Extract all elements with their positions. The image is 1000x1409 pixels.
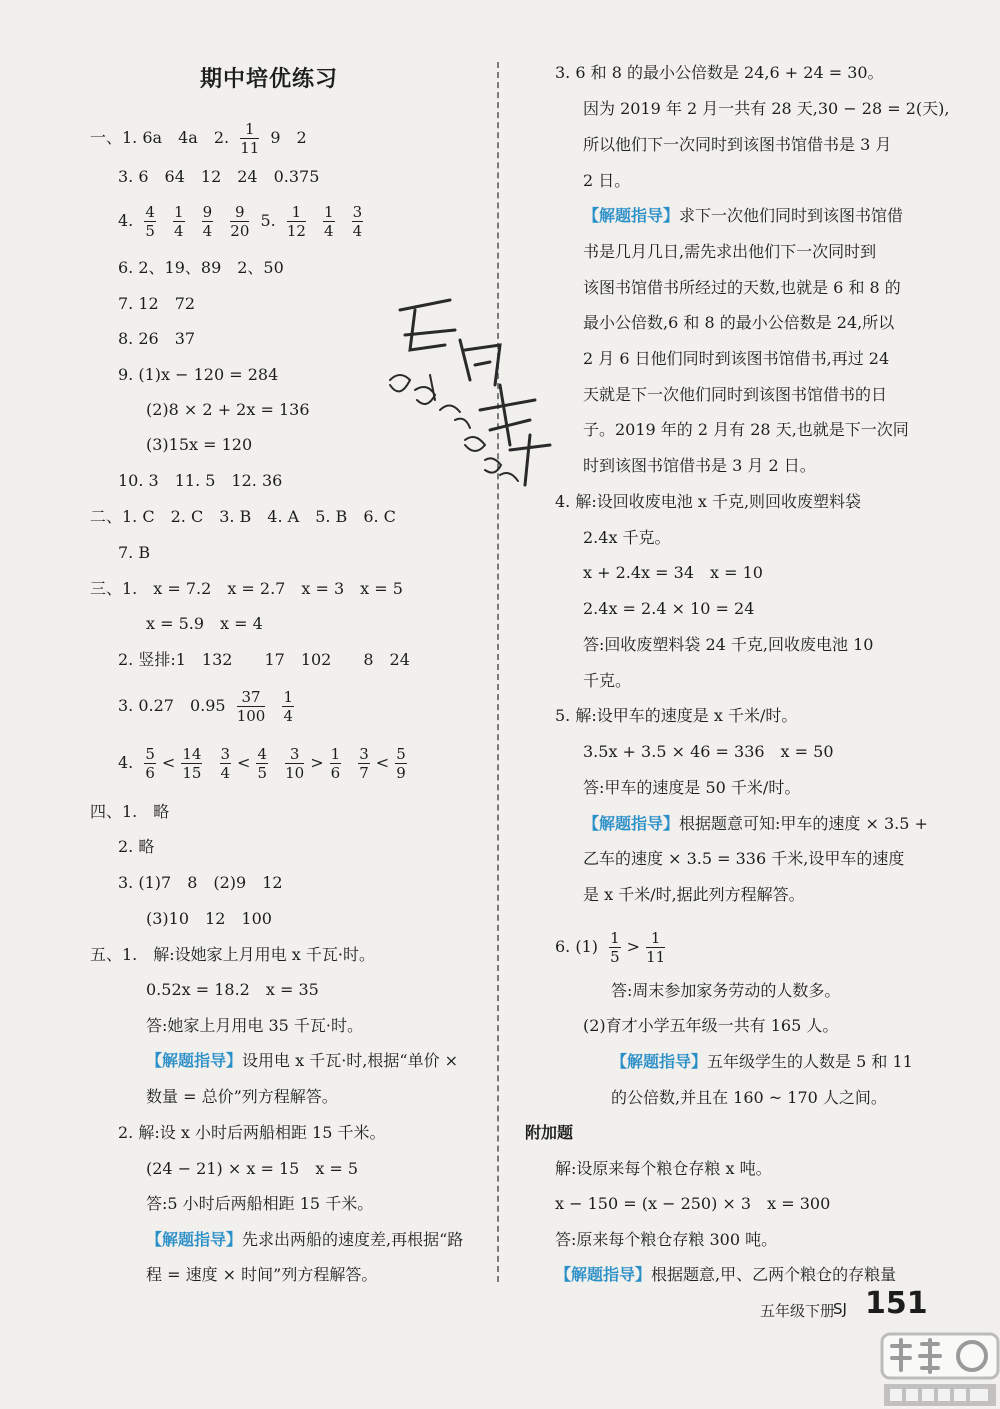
hint-mark: 【解题指导】 (611, 1052, 708, 1071)
section-heading: 附加题 (525, 1123, 574, 1142)
answer-line: 四、1. 略 (90, 802, 170, 821)
answer-line: 3. 6 64 12 24 0.375 (118, 167, 320, 186)
answer-line: 3. (1)7 8 (2)9 12 (118, 873, 283, 892)
hint-mark: 【解题指导】 (555, 1265, 652, 1284)
hint-line: 【解题指导】根据题意可知:甲车的速度 × 3.5 + (583, 814, 928, 833)
answer-line: 答:她家上月用电 35 千瓦·时。 (146, 1016, 364, 1035)
answer-line: 3. 6 和 8 的最小公倍数是 24,6 + 24 = 30。 (555, 63, 884, 82)
handwritten-watermark (360, 270, 560, 500)
answer-line: 2.4x = 2.4 × 10 = 24 (583, 599, 755, 618)
answer-line: 天就是下一次他们同时到该图书馆借书的日 (583, 385, 888, 404)
answer-line: 9. (1)x − 120 = 284 (118, 365, 279, 384)
answer-line: 是 x 千米/时,据此列方程解答。 (583, 885, 805, 904)
answer-line: 2 日。 (583, 171, 631, 190)
answer-line: 一、1. 6a 4a 2. $\frac{1}{11}$ 9 2 (90, 120, 307, 157)
answer-line: x + 2.4x = 34 x = 10 (583, 563, 763, 582)
answer-line: 书是几月几日,需先求出他们下一次同时到 (583, 242, 877, 261)
answer-line: 三、1. x = 7.2 x = 2.7 x = 3 x = 5 (90, 579, 403, 598)
answer-line: 答:甲车的速度是 50 千米/时。 (583, 778, 801, 797)
hint-mark: 【解题指导】 (583, 814, 680, 833)
answer-line: 2 月 6 日他们同时到该图书馆借书,再过 24 (583, 349, 890, 368)
answer-line: 答:周末参加家务劳动的人数多。 (611, 981, 841, 1000)
answer-line: 6. 2、19、89 2、50 (118, 258, 284, 277)
hint-line: 【解题指导】先求出两船的速度差,再根据“路 (146, 1230, 464, 1249)
answer-line: x = 5.9 x = 4 (146, 614, 263, 633)
answer-line: (2)8 × 2 + 2x = 136 (146, 400, 310, 419)
answer-line: 4. $\frac{4}{5}$ $\frac{1}{4}$ $\frac{9}{4}$ $\frac{9}{20}$ 5. $\frac{1}{12}$ $\frac{1}{4}$ $\frac{3}{4}$ (118, 203, 363, 240)
hint-mark: 【解题指导】 (146, 1051, 243, 1070)
answer-line: 的公倍数,并且在 160 ~ 170 人之间。 (611, 1088, 887, 1107)
answer-line: 2. 解:设 x 小时后两船相距 15 千米。 (118, 1123, 386, 1142)
hint-mark: 【解题指导】 (146, 1230, 243, 1249)
hint-line: 【解题指导】设用电 x 千瓦·时,根据“单价 × (146, 1051, 459, 1070)
answer-line: 5. 解:设甲车的速度是 x 千米/时。 (555, 706, 798, 725)
answer-line: 0.52x = 18.2 x = 35 (146, 980, 319, 999)
answer-line: 程 = 速度 × 时间”列方程解答。 (146, 1265, 378, 1284)
answer-line: 时到该图书馆借书是 3 月 2 日。 (583, 456, 816, 475)
answer-line: 五、1. 解:设她家上月用电 x 千瓦·时。 (90, 945, 375, 964)
answer-line: 4. $\frac{5}{6}$ < $\frac{14}{15}$ $\frac{3}{4}$ < $\frac{4}{5}$ $\frac{3}{10}$ > $\frac{1}{6}$ $\frac{3}{7}$ < $\frac{5}{9}$ (118, 745, 406, 782)
answer-line: (24 − 21) × x = 15 x = 5 (146, 1159, 359, 1178)
answer-line: 2. 略 (118, 837, 155, 856)
answer-line: 3.5x + 3.5 × 46 = 336 x = 50 (583, 742, 834, 761)
answer-line: (3)10 12 100 (146, 909, 272, 928)
answer-line: 2.4x 千克。 (583, 528, 671, 547)
hint-line: 【解题指导】根据题意,甲、乙两个粮仓的存粮量 (555, 1265, 897, 1284)
answer-line: 8. 26 37 (118, 329, 196, 348)
answer-line: (3)15x = 120 (146, 435, 253, 454)
answer-line: 7. 12 72 (118, 294, 196, 313)
answer-line: 6. (1) $\frac{1}{5}$ > $\frac{1}{11}$ (555, 929, 666, 966)
answer-line: x − 150 = (x − 250) × 3 x = 300 (555, 1194, 831, 1213)
corner-logo (880, 1330, 1000, 1409)
answer-line: 该图书馆借书所经过的天数,也就是 6 和 8 的 (583, 278, 901, 297)
answer-line: 答:原来每个粮仓存粮 300 吨。 (555, 1230, 778, 1249)
answer-line: 最小公倍数,6 和 8 的最小公倍数是 24,所以 (583, 313, 895, 332)
answer-line: 3. 0.27 0.95 $\frac{37}{100}$ $\frac{1}{4}$ (118, 688, 293, 725)
answer-line: 因为 2019 年 2 月一共有 28 天,30 − 28 = 2(天), (583, 99, 950, 118)
footer-grade: 五年级下册 (760, 1302, 836, 1320)
footer-series: SJ (833, 1300, 847, 1318)
answer-line: 2. 竖排:1 132 17 102 8 24 (118, 650, 410, 669)
page-number: 151 (865, 1286, 928, 1321)
hint-line: 【解题指导】五年级学生的人数是 5 和 11 (611, 1052, 913, 1071)
answer-line: 乙车的速度 × 3.5 = 336 千米,设甲车的速度 (583, 849, 905, 868)
answer-line: (2)育才小学五年级一共有 165 人。 (583, 1016, 839, 1035)
answer-line: 所以他们下一次同时到该图书馆借书是 3 月 (583, 135, 892, 154)
hint-line: 【解题指导】求下一次他们同时到该图书馆借 (583, 206, 904, 225)
answer-line: 答:5 小时后两船相距 15 千米。 (146, 1194, 374, 1213)
answer-line: 4. 解:设回收废电池 x 千克,则回收废塑料袋 (555, 492, 862, 511)
answer-line: 解:设原来每个粮仓存粮 x 吨。 (555, 1159, 772, 1178)
answer-line: 10. 3 11. 5 12. 36 (118, 471, 283, 490)
answer-line: 千克。 (583, 671, 632, 690)
column-divider (497, 62, 499, 1282)
answer-line: 二、1. C 2. C 3. B 4. A 5. B 6. C (90, 507, 396, 526)
page-title: 期中培优练习 (200, 67, 339, 92)
answer-line: 数量 = 总价”列方程解答。 (146, 1087, 338, 1106)
answer-line: 7. B (118, 543, 151, 562)
answer-line: 答:回收废塑料袋 24 千克,回收废电池 10 (583, 635, 874, 654)
hint-mark: 【解题指导】 (583, 206, 680, 225)
answer-line: 子。2019 年的 2 月有 28 天,也就是下一次同 (583, 420, 909, 439)
